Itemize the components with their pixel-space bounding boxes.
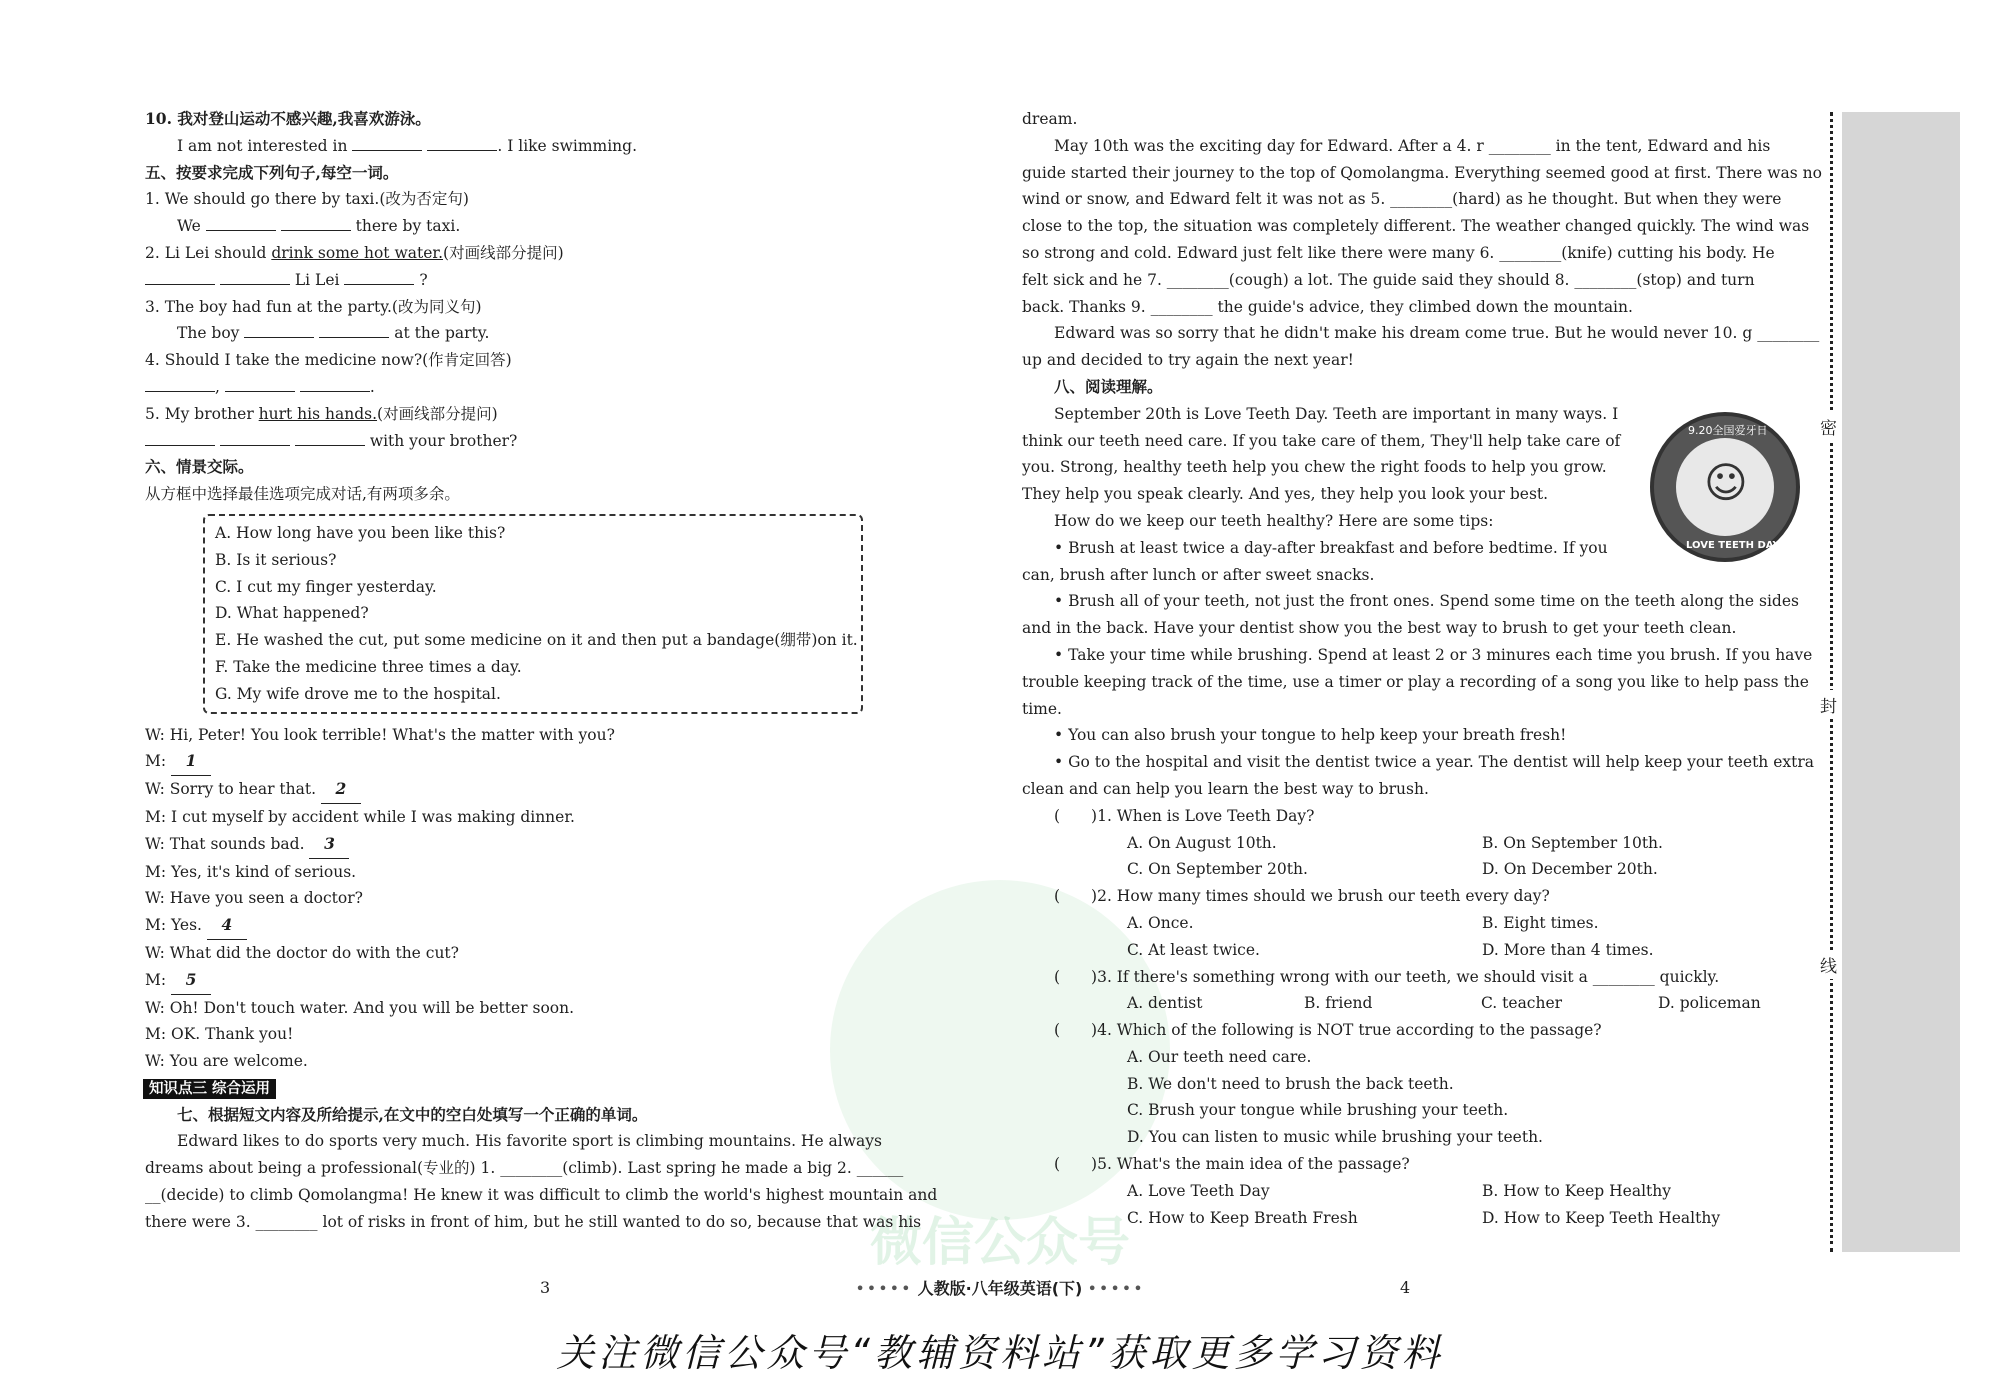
q10-prompt: 10. 我对登山运动不感兴趣,我喜欢游泳。 xyxy=(145,109,431,128)
sec7-cont-line: guide started their journey to the top of Qomolangma. Everything seemed good at first. There was no xyxy=(1022,163,1822,182)
sec7-cont-line: May 10th was the exciting day for Edward. After a 4. r ________ in the tent, Edward and his xyxy=(1054,136,1771,155)
option[interactable]: B. We don't need to brush the back teeth. xyxy=(1127,1074,1454,1093)
blank[interactable] xyxy=(295,431,365,446)
love-teeth-day-logo: 9.20全国爱牙日 ☺ LOVE TEETH DAY xyxy=(1650,412,1800,562)
blank[interactable] xyxy=(220,270,290,285)
dialogue-line: W: Sorry to hear that. 2 xyxy=(145,776,925,804)
question-4: ( )4. Which of the following is NOT true according to the passage? xyxy=(1054,1021,1602,1040)
question-3: ( )3. If there's something wrong with our teeth, we should visit a ________ quickly. xyxy=(1054,967,1720,986)
sec7-cont-line: back. Thanks 9. ________ the guide's advice, they climbed down the mountain. xyxy=(1022,297,1633,316)
option-d: D. What happened? xyxy=(215,604,369,623)
dialogue-line: W: That sounds bad. 3 xyxy=(145,831,925,859)
blank[interactable] xyxy=(206,216,276,231)
blank[interactable] xyxy=(352,136,422,151)
option[interactable]: D. How to Keep Teeth Healthy xyxy=(1482,1208,1721,1227)
binding-margin xyxy=(1842,112,1960,1252)
option[interactable]: A. Once. xyxy=(1127,913,1194,932)
sec7-cont-line: felt sick and he 7. ________(cough) a lot. The guide said they should 8. ________(stop) and turn xyxy=(1022,270,1755,289)
sec5-a1: We there by taxi. xyxy=(177,217,461,236)
passage-line: How do we keep our teeth healthy? Here are some tips: xyxy=(1054,511,1494,530)
blank-number[interactable]: 4 xyxy=(207,912,247,940)
blank[interactable] xyxy=(225,377,295,392)
seal-char-feng: 封 xyxy=(1818,690,1839,719)
sec7-cont-line: close to the top, the situation was completely different. The weather changed quickly. The wind was xyxy=(1022,217,1810,236)
passage-line: September 20th is Love Teeth Day. Teeth are important in many ways. I xyxy=(1054,404,1619,423)
passage-line: • Brush all of your teeth, not just the front ones. Spend some time on the teeth along the sides xyxy=(1054,592,1799,611)
passage-line: can, brush after lunch or after sweet snacks. xyxy=(1022,565,1375,584)
sec7-cont-line: so strong and cold. Edward just felt like there were many 6. ________(knife) cutting his body. He xyxy=(1022,243,1775,262)
sec5-q1: 1. We should go there by taxi.(改为否定句) xyxy=(145,190,469,209)
passage-line: think our teeth need care. If you take care of them, They'll help take care of xyxy=(1022,431,1621,450)
option-b: B. Is it serious? xyxy=(215,550,337,569)
blank-number[interactable]: 2 xyxy=(321,776,361,804)
blank-number[interactable]: 3 xyxy=(309,831,349,859)
passage-line: • Brush at least twice a day-after breakfast and before bedtime. If you xyxy=(1054,538,1608,557)
blank[interactable] xyxy=(319,323,389,338)
sec5-a3: The boy at the party. xyxy=(177,324,490,343)
question-5: ( )5. What's the main idea of the passage? xyxy=(1054,1155,1410,1174)
sec7-line: there were 3. ________ lot of risks in front of him, but he still wanted to do so, because that was his xyxy=(145,1212,922,1231)
option[interactable]: D. policeman xyxy=(1658,994,1761,1013)
section-5-title: 五、按要求完成下列句子,每空一词。 xyxy=(145,162,399,182)
dialogue-line: M: 1 xyxy=(145,748,925,776)
option[interactable]: D. On December 20th. xyxy=(1482,860,1658,879)
dialogue-line: M: Yes, it's kind of serious. xyxy=(145,862,357,881)
sec7-line: __(decide) to climb Qomolangma! He knew it was difficult to climb the world's highest mountain and xyxy=(145,1186,938,1205)
seal-char-xian: 线 xyxy=(1818,950,1839,979)
passage-line: you. Strong, healthy teeth help you chew the right foods to help you grow. xyxy=(1022,458,1607,477)
blank-number[interactable]: 5 xyxy=(171,967,211,995)
options-box xyxy=(203,514,863,714)
passage-line: time. xyxy=(1022,699,1062,718)
q10-answer: I am not interested in . I like swimming. xyxy=(177,136,638,155)
option[interactable]: D. More than 4 times. xyxy=(1482,940,1654,959)
option[interactable]: A. Our teeth need care. xyxy=(1127,1047,1312,1066)
question-5-options xyxy=(1022,1178,1802,1232)
seal-dotted-line xyxy=(1830,112,1833,1252)
sec5-q2: 2. Li Lei should drink some hot water.(对画线部分提问) xyxy=(145,243,564,262)
option-c: C. I cut my finger yesterday. xyxy=(215,577,437,596)
right-page xyxy=(1022,106,1822,1231)
dialogue-line: M: Yes. 4 xyxy=(145,912,925,940)
passage-line: • Take your time while brushing. Spend at least 2 or 3 minures each time you brush. If you have xyxy=(1054,645,1813,664)
passage-line: clean and can help you learn the best way to brush. xyxy=(1022,779,1429,798)
option[interactable]: B. Eight times. xyxy=(1482,913,1599,932)
dialogue-line: M: OK. Thank you! xyxy=(145,1025,294,1044)
sec5-a5: with your brother? xyxy=(145,428,925,455)
sec5-a2: Li Lei ? xyxy=(145,267,925,294)
sec7-cont-line: Edward was so sorry that he didn't make his dream come true. But he would never 10. g ________ xyxy=(1054,324,1820,343)
option-a: A. How long have you been like this? xyxy=(215,523,506,542)
dialogue-line: W: What did the doctor do with the cut? xyxy=(145,943,459,962)
option[interactable]: C. Brush your tongue while brushing your teeth. xyxy=(1127,1101,1509,1120)
sec7-line: Edward likes to do sports very much. His favorite sport is climbing mountains. He always xyxy=(177,1132,882,1151)
passage-line: • Go to the hospital and visit the dentist twice a year. The dentist will help keep your teeth extra xyxy=(1054,753,1815,772)
sec5-q4: 4. Should I take the medicine now?(作肯定回答) xyxy=(145,351,512,370)
question-1: ( )1. When is Love Teeth Day? xyxy=(1054,806,1315,825)
option[interactable]: A. Love Teeth Day xyxy=(1127,1181,1270,1200)
passage-line: • You can also brush your tongue to help keep your breath fresh! xyxy=(1054,726,1567,745)
watermark-center-text: 微信公众号 xyxy=(869,1213,1130,1273)
passage-line: trouble keeping track of the time, use a timer or play a recording of a song you like to help pass the xyxy=(1022,672,1809,691)
sec5-a4: , . xyxy=(145,374,925,401)
blank[interactable] xyxy=(145,431,215,446)
option[interactable]: B. How to Keep Healthy xyxy=(1482,1181,1671,1200)
section-6-instruction: 从方框中选择最佳选项完成对话,有两项多余。 xyxy=(145,485,460,504)
watermark-bottom-line: 关注微信公众号“教辅资料站”获取更多学习资料 xyxy=(556,1331,1444,1375)
blank[interactable] xyxy=(220,431,290,446)
option[interactable]: A. dentist xyxy=(1127,994,1203,1013)
tooth-icon: ☺ xyxy=(1704,458,1748,507)
blank[interactable] xyxy=(244,323,314,338)
dialogue-line: W: Have you seen a doctor? xyxy=(145,889,363,908)
option[interactable]: A. On August 10th. xyxy=(1127,833,1277,852)
option[interactable]: C. teacher xyxy=(1481,994,1563,1013)
passage-line: and in the back. Have your dentist show you the best way to brush to get your teeth clean. xyxy=(1022,619,1737,638)
question-2: ( )2. How many times should we brush our teeth every day? xyxy=(1054,887,1550,906)
sec5-q5: 5. My brother hurt his hands.(对画线部分提问) xyxy=(145,404,498,423)
section-6-title: 六、情景交际。 xyxy=(145,457,254,477)
sec7-cont-line: wind or snow, and Edward felt it was not as 5. ________(hard) as he thought. But when they were xyxy=(1022,190,1782,209)
section-7-title: 七、根据短文内容及所给提示,在文中的空白处填写一个正确的单词。 xyxy=(177,1104,648,1124)
sec5-q3: 3. The boy had fun at the party.(改为同义句) xyxy=(145,297,482,316)
blank[interactable] xyxy=(300,377,370,392)
blank[interactable] xyxy=(145,377,215,392)
option-e: E. He washed the cut, put some medicine on it and then put a bandage(绷带)on it. xyxy=(215,631,858,650)
option-g: G. My wife drove me to the hospital. xyxy=(215,684,501,703)
dialogue-line: W: Hi, Peter! You look terrible! What's the matter with you? xyxy=(145,725,615,744)
option[interactable]: C. At least twice. xyxy=(1127,940,1260,959)
question-3-options xyxy=(1022,990,1802,1017)
dialogue-line: W: You are welcome. xyxy=(145,1052,308,1071)
page-number-left: 3 xyxy=(540,1278,551,1297)
question-1-options xyxy=(1022,830,1802,884)
dialogue-line: W: Oh! Don't touch water. And you will be better soon. xyxy=(145,998,575,1017)
left-page xyxy=(145,106,938,1236)
blank[interactable] xyxy=(281,216,351,231)
blank[interactable] xyxy=(344,270,414,285)
option[interactable]: C. On September 20th. xyxy=(1127,860,1308,879)
section-8-title: 八、阅读理解。 xyxy=(1054,376,1163,396)
option[interactable]: B. On September 10th. xyxy=(1482,833,1663,852)
knowledge-point-badge: 知识点三 综合运用 xyxy=(143,1079,276,1099)
page-number-right: 4 xyxy=(1400,1278,1411,1297)
option-f: F. Take the medicine three times a day. xyxy=(215,657,522,676)
dialogue-line: M: 5 xyxy=(145,967,925,995)
blank-number[interactable]: 1 xyxy=(171,748,211,776)
question-2-options xyxy=(1022,910,1802,964)
option[interactable]: B. friend xyxy=(1304,994,1373,1013)
blank[interactable] xyxy=(145,270,215,285)
footer-title: ••••• 人教版·八年级英语(下) ••••• xyxy=(855,1279,1145,1298)
seal-char-mi: 密 xyxy=(1818,412,1839,441)
option[interactable]: C. How to Keep Breath Fresh xyxy=(1127,1208,1358,1227)
option[interactable]: D. You can listen to music while brushing your teeth. xyxy=(1127,1128,1543,1147)
sec7-cont-line: dream. xyxy=(1022,110,1078,128)
blank[interactable] xyxy=(427,136,497,151)
passage-line: They help you speak clearly. And yes, they help you look your best. xyxy=(1022,485,1549,504)
sec7-line: dreams about being a professional(专业的) 1. ________(climb). Last spring he made a big 2. ______ xyxy=(145,1159,904,1178)
sec7-cont-line: up and decided to try again the next year! xyxy=(1022,351,1354,370)
dialogue-line: M: I cut myself by accident while I was making dinner. xyxy=(145,807,575,826)
